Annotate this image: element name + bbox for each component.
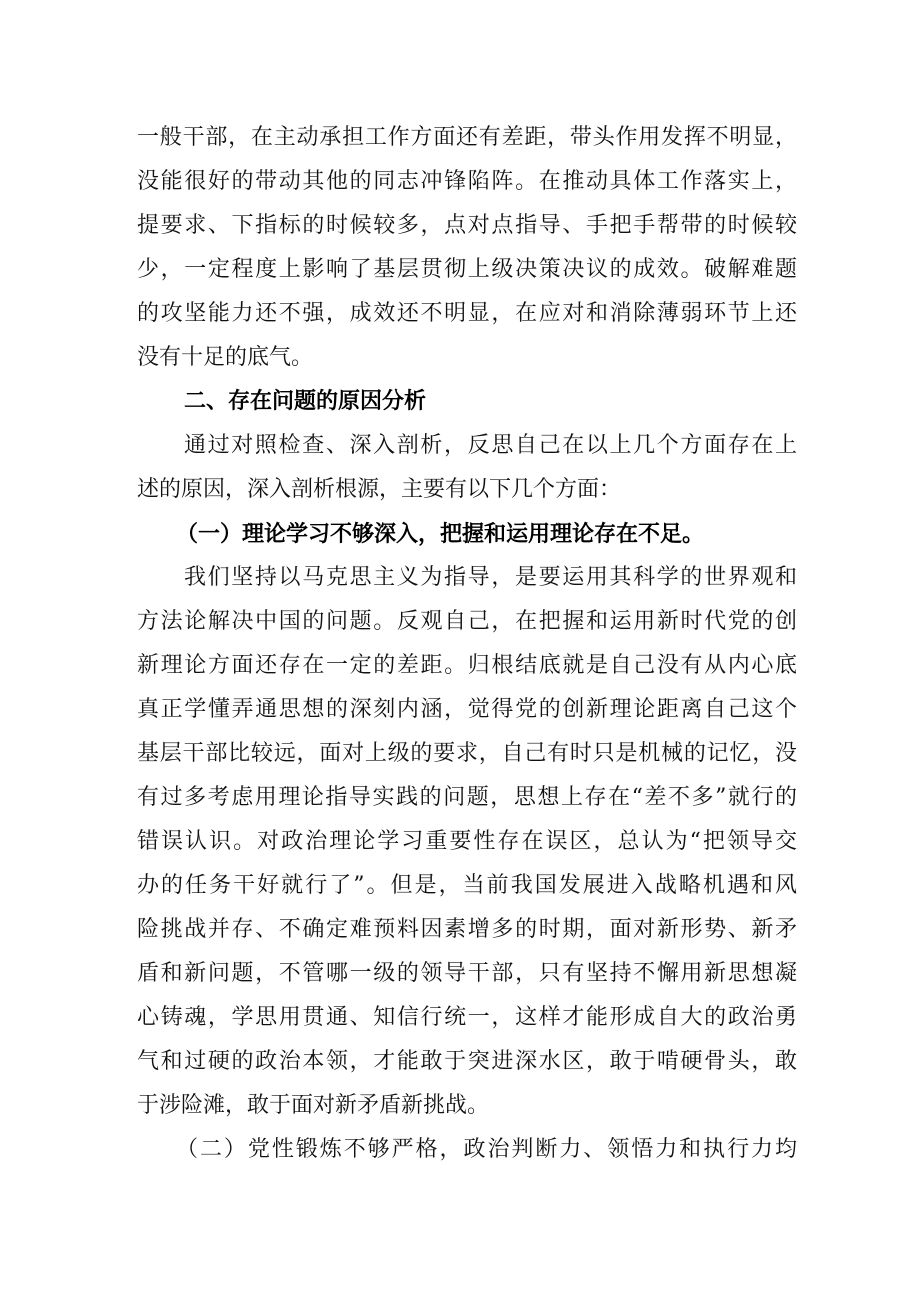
paragraph-line: 新理论方面还存在一定的差距。归根结底就是自己没有从内心底: [137, 653, 797, 678]
paragraph-line: 方法论解决中国的问题。反观自己，在把握和运用新时代党的创: [137, 609, 797, 634]
paragraph-line: 心铸魂，学思用贯通、知信行统一，这样才能形成自大的政治勇: [137, 1005, 797, 1030]
subsection-heading: （二）党性锻炼不够严格，政治判断力、领悟力和执行力均: [176, 1137, 797, 1162]
paragraph-line: 提要求、下指标的时候较多，点对点指导、手把手帮带的时候较: [137, 213, 797, 238]
paragraph-line: 有过多考虑用理论指导实践的问题，思想上存在“差不多”就行的: [137, 785, 797, 810]
paragraph-line: 险挑战并存、不确定难预料因素增多的时期，面对新形势、新矛: [137, 917, 797, 942]
paragraph-line: 气和过硬的政治本领，才能敢于突进深水区，敢于啃硬骨头，敢: [137, 1049, 797, 1074]
paragraph-line: 少，一定程度上影响了基层贯彻上级决策决议的成效。破解难题: [137, 257, 797, 282]
paragraph-line: 盾和新问题，不管哪一级的领导干部，只有坚持不懈用新思想凝: [137, 961, 797, 986]
paragraph-line: 没能很好的带动其他的同志冲锋陷阵。在推动具体工作落实上，: [137, 169, 797, 194]
paragraph-line: 一般干部，在主动承担工作方面还有差距，带头作用发挥不明显，: [137, 125, 797, 150]
paragraph-line: 述的原因，深入剖析根源，主要有以下几个方面：: [137, 477, 622, 502]
paragraph-line: 真正学懂弄通思想的深刻内涵，觉得党的创新理论距离自己这个: [137, 697, 797, 722]
paragraph-line: 基层干部比较远，面对上级的要求，自己有时只是机械的记忆，没: [137, 741, 797, 766]
paragraph-line: 办的任务干好就行了”。但是，当前我国发展进入战略机遇和风: [137, 873, 797, 898]
paragraph-line: 通过对照检查、深入剖析，反思自己在以上几个方面存在上: [184, 433, 797, 458]
paragraph-line: 我们坚持以马克思主义为指导，是要运用其科学的世界观和: [184, 565, 797, 590]
paragraph-line: 的攻坚能力还不强，成效还不明显，在应对和消除薄弱环节上还: [137, 301, 797, 326]
paragraph-line: 错误认识。对政治理论学习重要性存在误区，总认为“把领导交: [137, 829, 797, 854]
subsection-heading: （一）理论学习不够深入，把握和运用理论存在不足。: [176, 521, 705, 547]
section-heading: 二、存在问题的原因分析: [184, 389, 427, 414]
paragraph-line: 没有十足的底气。: [137, 345, 314, 370]
paragraph-line: 于涉险滩，敢于面对新矛盾新挑战。: [137, 1093, 490, 1118]
